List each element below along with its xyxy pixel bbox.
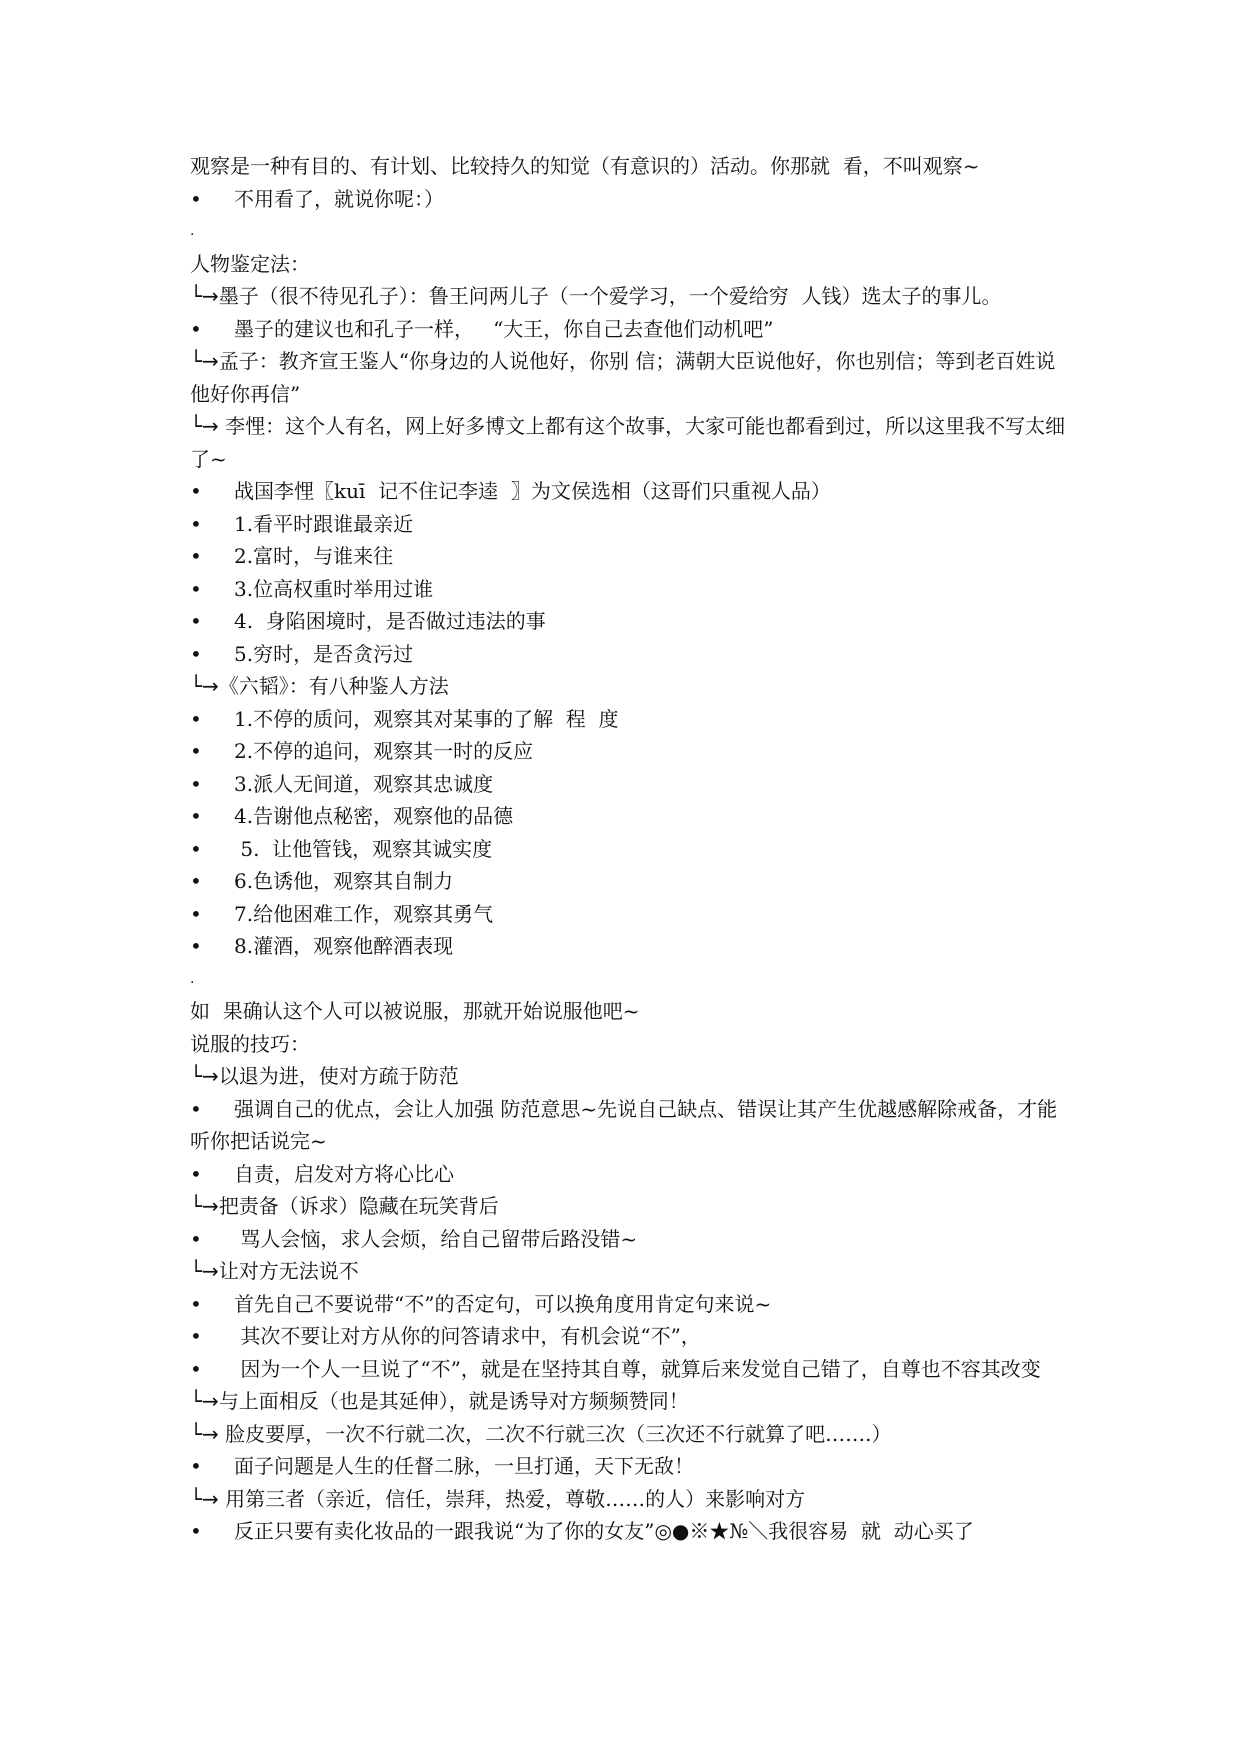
arrow-marker-icon: └→: [190, 284, 219, 308]
bullet-item: [190, 735, 1070, 768]
arrow-item: [190, 1483, 1070, 1516]
bullet-item: [190, 508, 1070, 541]
bullet-item-text: 5.穷时，是否贪污过: [234, 641, 414, 666]
bullet-item: [190, 540, 1070, 573]
arrow-item: [190, 1255, 1070, 1288]
bullet-item: [190, 313, 1070, 346]
bullet-item-text: 自责，启发对方将心比心: [234, 1161, 454, 1186]
bullet-marker-icon: •: [190, 609, 202, 633]
bullet-marker-icon: •: [190, 1454, 202, 1478]
bullet-marker-icon: •: [190, 934, 202, 958]
arrow-item-text: 脸皮要厚，一次不行就二次，二次不行就三次（三次还不行就算了吧…….）: [218, 1421, 892, 1446]
bullet-item-text: 战国李悝〖kuī 记不住记李逵 〗为文侯选相（这哥们只重视人品）: [234, 479, 831, 503]
bullet-item: [190, 1450, 1070, 1483]
bullet-item: [190, 1353, 1070, 1386]
bullet-item-text: 1.看平时跟谁最亲近: [234, 511, 414, 536]
bullet-marker-icon: •: [190, 316, 202, 341]
arrow-item: [190, 280, 1070, 313]
arrow-item-text: 墨子（很不待见孔子）：鲁王问两儿子（一个爱学习，一个爱给穷 人钱）选太子的事儿。: [218, 284, 1002, 308]
arrow-marker-icon: └→: [190, 1421, 219, 1446]
bullet-item: [190, 1093, 1070, 1158]
bullet-item: [190, 898, 1070, 931]
arrow-item-text: 与上面相反（也是其延伸），就是诱导对方频频赞同！: [218, 1389, 689, 1413]
arrow-marker-icon: └→: [190, 349, 219, 373]
document-page: [190, 150, 1070, 1548]
bullet-item-text: 2.不停的追问，观察其一时的反应: [234, 739, 534, 763]
bullet-item-text: 反正只要有卖化妆品的一跟我说“为了你的女友”◎●※★№＼我很容易 就 动心买了: [234, 1519, 974, 1543]
arrow-marker-icon: └→: [190, 1389, 219, 1413]
bullet-marker-icon: •: [190, 511, 202, 536]
separator-dot: .: [190, 223, 195, 239]
bullet-marker-icon: •: [190, 1324, 202, 1348]
bullet-item: [190, 475, 1070, 508]
bullet-item: [190, 703, 1070, 736]
paragraph-line: 人物鉴定法：: [190, 251, 310, 276]
arrow-item-text: 《六韬》：有八种鉴人方法: [218, 674, 449, 698]
bullet-item-text: 其次不要让对方从你的问答请求中，有机会说“不”，: [234, 1324, 701, 1348]
arrow-item: [190, 1190, 1070, 1223]
arrow-item-text: 孟子：教齐宣王鉴人“你身边的人说他好，你别 信；满朝大臣说他好，你也别信；等到老百姓说他好你再信”: [190, 349, 1056, 406]
bullet-item: [190, 833, 1070, 866]
bullet-item: [190, 865, 1070, 898]
arrow-item: [190, 410, 1070, 475]
bullet-marker-icon: •: [190, 869, 202, 893]
bullet-marker-icon: •: [190, 1226, 202, 1251]
bullet-item-text: 2.富时，与谁来往: [234, 544, 394, 568]
bullet-item: [190, 1223, 1070, 1256]
bullet-item-text: 面子问题是人生的任督二脉，一旦打通，天下无敌！: [234, 1454, 694, 1478]
bullet-item: [190, 800, 1070, 833]
bullet-marker-icon: •: [190, 479, 202, 503]
bullet-item-text: 6.色诱他，观察其自制力: [234, 869, 454, 893]
paragraph-line: 如 果确认这个人可以被说服，那就开始说服他吧~: [190, 999, 640, 1023]
bullet-item-text: 1.不停的质问，观察其对某事的了解 程 度: [234, 706, 619, 731]
bullet-item: [190, 1158, 1070, 1191]
bullet-item-text: 因为一个人一旦说了“不”，就是在坚持其自尊，就算后来发觉自己错了，自尊也不容其改变: [234, 1356, 1041, 1381]
paragraph-line: 观察是一种有目的、有计划、比较持久的知觉（有意识的）活动。你那就 看，不叫观察~: [190, 154, 980, 178]
bullet-item-text: 首先自己不要说带“不”的否定句，可以换角度用肯定句来说~: [234, 1291, 772, 1316]
bullet-marker-icon: •: [190, 544, 202, 568]
arrow-marker-icon: └→: [190, 1064, 219, 1088]
arrow-item: [190, 1418, 1070, 1451]
bullet-item: [190, 1515, 1070, 1548]
bullet-item-text: 4.告谢他点秘密，观察他的品德: [234, 804, 514, 828]
bullet-marker-icon: •: [190, 576, 202, 601]
bullet-marker-icon: •: [190, 804, 202, 828]
arrow-item-text: 把责备（诉求）隐藏在玩笑背后: [218, 1194, 499, 1218]
bullet-marker-icon: •: [190, 641, 202, 666]
bullet-marker-icon: •: [190, 1096, 202, 1121]
bullet-marker-icon: •: [190, 739, 202, 763]
arrow-marker-icon: └→: [190, 1486, 219, 1511]
bullet-item-text: 4. 身陷困境时，是否做过违法的事: [234, 609, 546, 633]
bullet-item: [190, 768, 1070, 801]
bullet-marker-icon: •: [190, 836, 202, 861]
arrow-item-text: 李悝：这个人有名，网上好多博文上都有这个故事，大家可能也都看到过，所以这里我不写太细了~: [190, 414, 1066, 471]
arrow-item-text: 让对方无法说不: [218, 1259, 359, 1283]
arrow-marker-icon: └→: [190, 674, 219, 698]
arrow-marker-icon: └→: [190, 1259, 219, 1283]
bullet-item-text: 3.派人无间道，观察其忠诚度: [234, 771, 494, 796]
bullet-item: [190, 573, 1070, 606]
bullet-item-text: 8.灌酒，观察他醉酒表现: [234, 934, 454, 958]
bullet-item: [190, 605, 1070, 638]
arrow-item: [190, 1060, 1070, 1093]
bullet-item-text: 7.给他困难工作，观察其勇气: [234, 901, 494, 926]
arrow-item: [190, 345, 1070, 410]
bullet-item-text: 骂人会恼，求人会烦，给自己留带后路没错~: [234, 1226, 638, 1251]
bullet-item-text: 墨子的建议也和孔子一样， “大王，你自己去查他们动机吧”: [234, 316, 774, 341]
bullet-item: [190, 930, 1070, 963]
bullet-marker-icon: •: [190, 771, 202, 796]
arrow-item: [190, 1385, 1070, 1418]
bullet-item-text: 5. 让他管钱，观察其诚实度: [234, 836, 493, 861]
bullet-marker-icon: •: [190, 901, 202, 926]
bullet-item: [190, 1320, 1070, 1353]
bullet-item-text: 3.位高权重时举用过谁: [234, 576, 434, 601]
arrow-item-text: 用第三者（亲近，信任，崇拜，热爱，尊敬……的人）来影响对方: [218, 1486, 806, 1511]
bullet-item: [190, 638, 1070, 671]
arrow-marker-icon: └→: [190, 1194, 219, 1218]
bullet-marker-icon: •: [190, 706, 202, 731]
bullet-marker-icon: •: [190, 1356, 202, 1381]
bullet-marker-icon: •: [190, 1519, 202, 1543]
arrow-marker-icon: └→: [190, 414, 219, 438]
bullet-marker-icon: •: [190, 1291, 202, 1316]
paragraph-line: 说服的技巧：: [190, 1031, 310, 1056]
bullet-item: [190, 1288, 1070, 1321]
bullet-marker-icon: •: [190, 1161, 202, 1186]
bullet-item-text: 强调自己的优点，会让人加强 防范意思~先说自己缺点、错误让其产生优越感解除戒备，才能听你把话说完~: [190, 1096, 1058, 1153]
arrow-item-text: 以退为进，使对方疏于防范: [218, 1064, 459, 1088]
bullet-item: [190, 183, 1070, 216]
bullet-marker-icon: •: [190, 186, 202, 211]
arrow-item: [190, 670, 1070, 703]
bullet-item-text: 不用看了，就说你呢：）: [234, 186, 444, 211]
separator-dot: .: [190, 970, 195, 987]
